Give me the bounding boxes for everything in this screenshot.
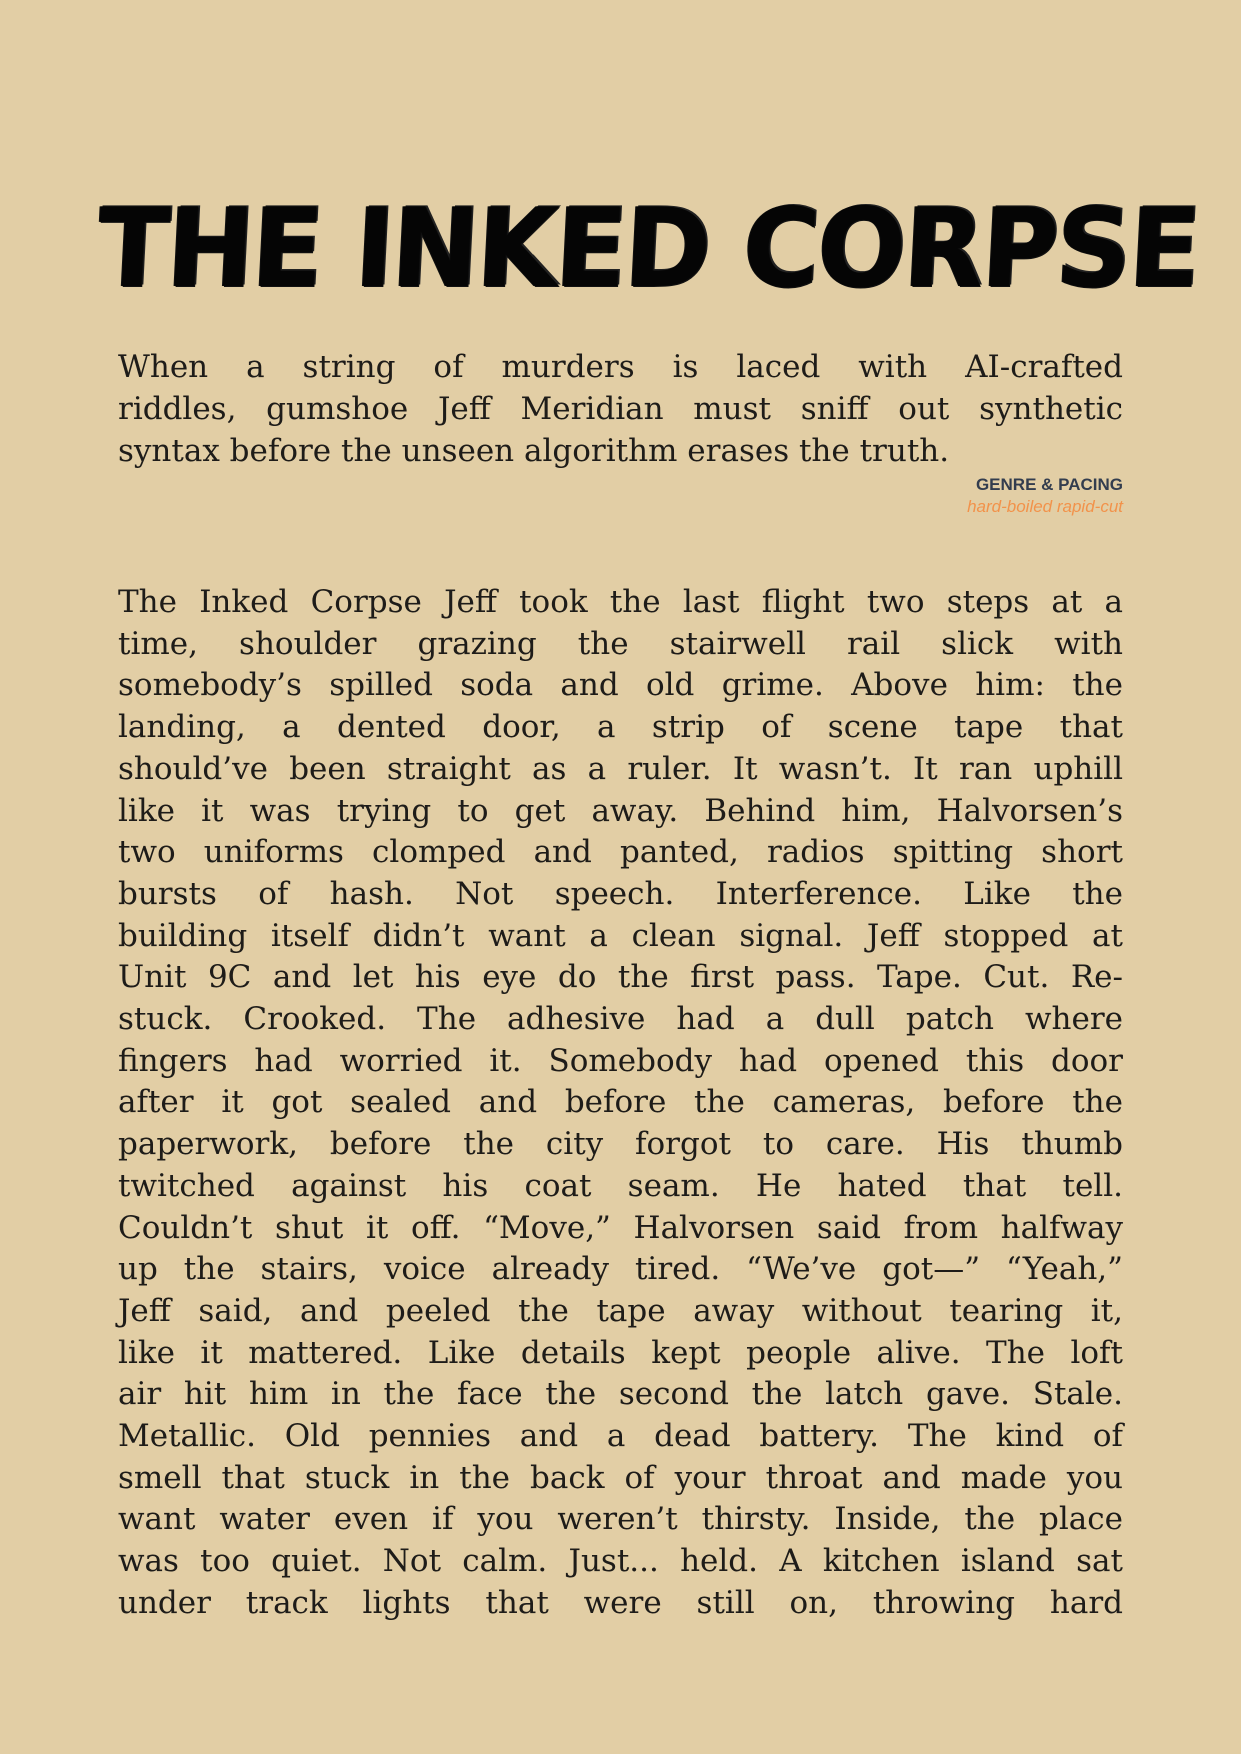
body-line: after it got sealed and before the cameras, before the — [118, 1084, 1123, 1121]
body-line: stuck. Crooked. The adhesive had a dull patch where — [118, 1001, 1123, 1038]
logline-line: When a string of murders is laced with AI-crafted — [118, 349, 1123, 385]
body-line: under track lights that were still on, throwing hard — [118, 1584, 1123, 1621]
body-line: Metallic. Old pennies and a dead battery. The kind of — [118, 1418, 1123, 1455]
logline — [118, 346, 1123, 472]
genre-pacing-block — [967, 474, 1123, 518]
body-line: Jeff said, and peeled the tape away without tearing it, — [118, 1292, 1123, 1329]
body-line: smell that stuck in the back of your throat and made you — [118, 1459, 1123, 1496]
body-line: want water even if you weren’t thirsty. Inside, the place — [118, 1501, 1123, 1538]
body-line: The Inked Corpse Jeff took the last flight two steps at a — [118, 584, 1123, 620]
genre-pacing-label: GENRE & PACING — [975, 475, 1123, 494]
book-title: THE INKED CORPSE — [94, 183, 1202, 313]
body-line: fingers had worried it. Somebody had opened this door — [118, 1042, 1123, 1079]
body-line: time, shoulder grazing the stairwell rail slick with — [118, 625, 1123, 662]
body-line: Couldn’t shut it off. “Move,” Halvorsen said from halfway — [118, 1209, 1123, 1246]
logline-line: riddles, gumshoe Jeff Meridian must sniff out synthetic — [118, 391, 1123, 427]
logline-line: syntax before the unseen algorithm erases the truth. — [118, 433, 950, 469]
story-body — [118, 582, 1123, 1625]
body-line: like it was trying to get away. Behind him, Halvorsen’s — [118, 792, 1123, 829]
body-line: like it mattered. Like details kept people alive. The loft — [118, 1334, 1123, 1371]
body-line: Unit 9C and let his eye do the first pass. Tape. Cut. Re- — [118, 959, 1123, 996]
body-line: should’ve been straight as a ruler. It wasn’t. It ran uphill — [118, 750, 1123, 787]
body-line: somebody’s spilled soda and old grime. Above him: the — [118, 667, 1123, 704]
body-line: bursts of hash. Not speech. Interference. Like the — [118, 875, 1123, 912]
body-line: two uniforms clomped and panted, radios spitting short — [118, 834, 1123, 871]
body-line: was too quiet. Not calm. Just... held. A kitchen island sat — [118, 1543, 1123, 1580]
body-line: landing, a dented door, a strip of scene tape that — [118, 709, 1123, 746]
body-line: up the stairs, voice already tired. “We’ve got—” “Yeah,” — [118, 1251, 1123, 1288]
body-line: twitched against his coat seam. He hated that tell. — [118, 1167, 1123, 1204]
body-line: building itself didn’t want a clean signal. Jeff stopped at — [118, 917, 1123, 954]
body-line: air hit him in the face the second the latch gave. Stale. — [118, 1376, 1123, 1413]
genre-pacing-value: hard-boiled rapid-cut — [967, 497, 1123, 516]
body-line: paperwork, before the city forgot to care. His thumb — [118, 1126, 1123, 1163]
